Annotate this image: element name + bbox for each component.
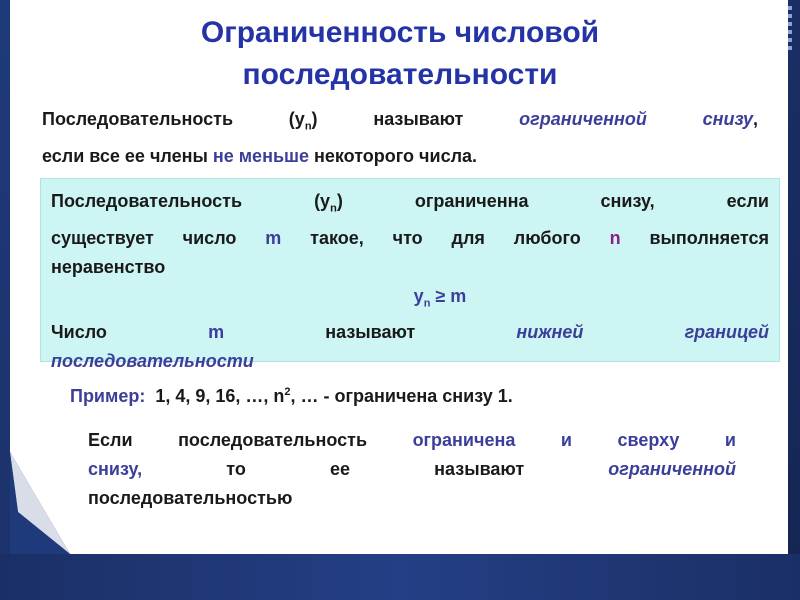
intro-text: некоторого числа.	[309, 145, 478, 166]
definition-line-1	[51, 187, 769, 224]
intro-text: если все ее члены	[42, 145, 213, 166]
example-text: 1, 4, 9, 16, …, n	[155, 386, 285, 406]
intro-paragraph	[42, 105, 758, 171]
definition-line-3: неравенство	[51, 256, 166, 277]
title-line-1: Ограниченность числовой	[200, 16, 600, 49]
conclusion-term: ограниченной	[608, 459, 736, 479]
inequality-subscript: n	[423, 297, 431, 310]
intro-text: ,	[753, 109, 759, 129]
conclusion-term: снизу,	[88, 459, 143, 479]
definition-word: (y	[314, 191, 331, 211]
conclusion-word: последовательность	[178, 430, 368, 450]
variable-m: m	[208, 322, 225, 343]
bottom-bar	[0, 554, 800, 600]
conclusion-line-1	[88, 426, 736, 455]
variable-n: n	[609, 227, 621, 248]
conclusion-term: сверху	[617, 430, 680, 450]
conclusion-word: ее	[329, 459, 350, 479]
definition-line-6: последовательности	[51, 351, 254, 372]
intro-subscript: n	[304, 120, 312, 133]
intro-text: ) называют	[311, 109, 520, 129]
decorative-dots	[784, 6, 796, 54]
definition-line-2	[51, 224, 769, 253]
definition-sequence	[314, 191, 343, 215]
intro-text: Последовательность (y	[42, 109, 305, 129]
page-curl-corner	[10, 452, 70, 554]
inequality-rest: ≥ m	[430, 285, 467, 306]
page-title	[80, 12, 720, 96]
definition-subscript: n	[330, 202, 337, 215]
example-text: , … - ограничена снизу 1.	[290, 386, 513, 406]
intro-term: ограниченной снизу	[519, 109, 753, 129]
definition-word: называют	[325, 322, 416, 343]
definition-line-5	[51, 318, 769, 347]
inequality	[51, 282, 769, 319]
conclusion-word: называют	[434, 459, 525, 479]
conclusion-paragraph	[88, 426, 736, 513]
example-line	[70, 378, 770, 410]
definition-word: существует число	[51, 227, 266, 248]
conclusion-word: Если	[88, 430, 133, 450]
definition-box	[40, 178, 780, 372]
definition-word: Последовательность	[51, 191, 243, 211]
conclusion-term: и	[724, 430, 736, 450]
conclusion-word: то	[226, 459, 246, 479]
conclusion-term: и	[560, 430, 572, 450]
conclusion-line-2	[88, 455, 736, 484]
definition-word: снизу,	[600, 191, 655, 211]
intro-emphasis: не меньше	[212, 145, 310, 166]
definition-term: границей	[684, 322, 769, 343]
definition-word: выполняется	[620, 227, 769, 248]
conclusion-term: ограничена	[412, 430, 516, 450]
inequality-y: y	[413, 285, 424, 306]
definition-word: если	[726, 191, 769, 211]
intro-line-2	[42, 142, 758, 171]
definition-word: )	[336, 191, 343, 211]
example-superscript: 2	[284, 386, 291, 398]
definition-word: такое, что для любого	[281, 227, 610, 248]
variable-m: m	[265, 227, 282, 248]
definition-word: Число	[51, 322, 107, 343]
intro-line-1	[42, 105, 758, 142]
definition-word: ограниченна	[414, 191, 529, 211]
example-label: Пример:	[70, 386, 146, 406]
title-line-2: последовательности	[242, 58, 558, 91]
definition-term: нижней	[516, 322, 584, 343]
conclusion-line-3: последовательностью	[88, 488, 293, 508]
